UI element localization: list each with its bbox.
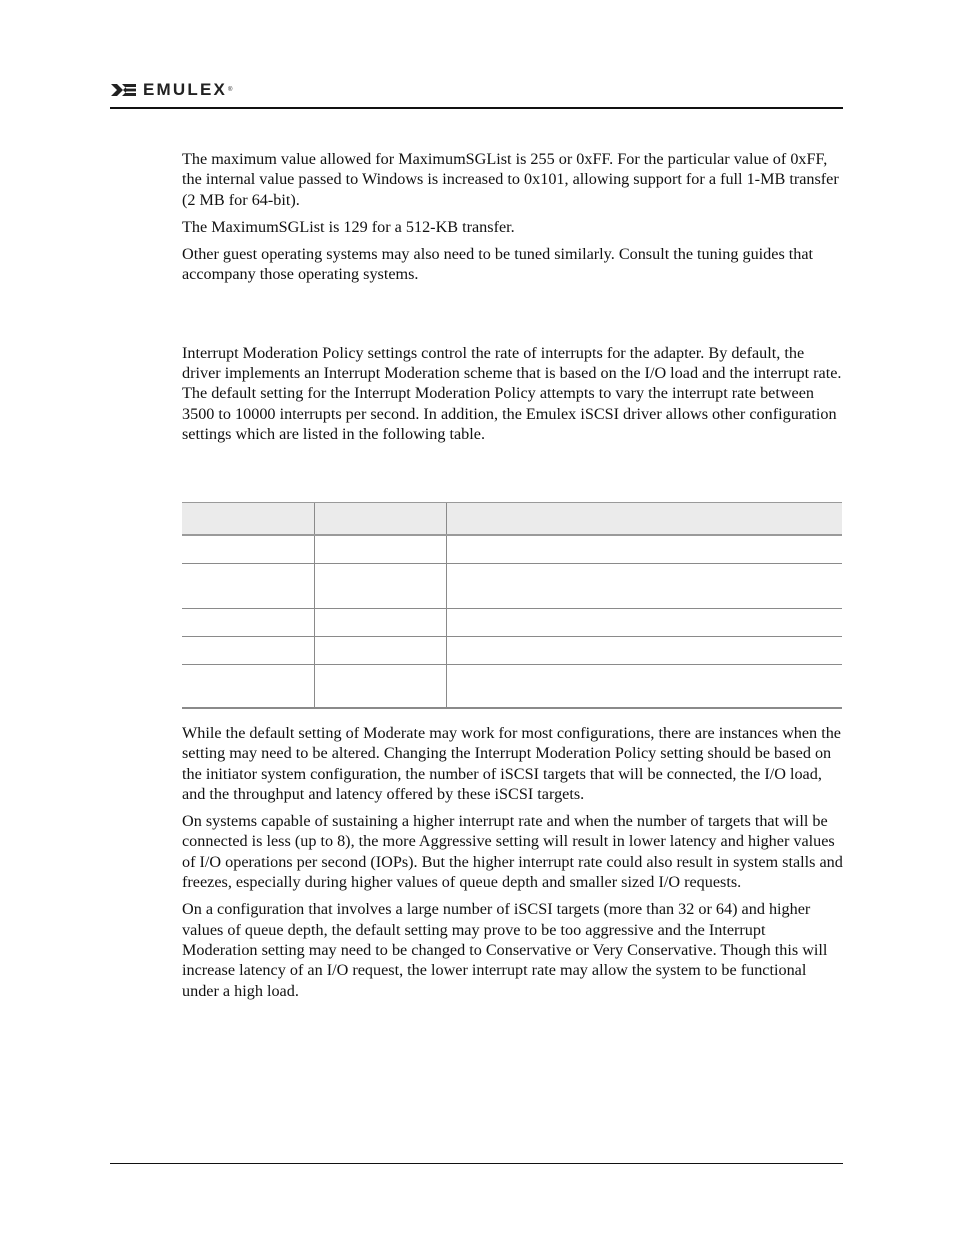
- table-cell: [446, 535, 842, 563]
- main-content: [182, 149, 844, 451]
- interrupt-moderation-table: [182, 502, 842, 709]
- table-cell: [182, 636, 314, 664]
- header-rule: [110, 107, 843, 109]
- table-cell: [182, 608, 314, 636]
- paragraph-maximum-sglist: The maximum value allowed for MaximumSGList is 255 or 0xFF. For the particular value of 0xFF, the internal value passed to Windows is increased to 0x101, allowing support for a full 1-MB transfer (2 MB for 64-bit).: [182, 150, 839, 209]
- table-cell: [446, 608, 842, 636]
- table-row: [182, 664, 842, 708]
- table-cell: [446, 636, 842, 664]
- table-header-cell: [314, 503, 446, 536]
- table-header-cell: [182, 503, 314, 536]
- table-cell: [446, 664, 842, 708]
- paragraph-conservative-setting: On a configuration that involves a large number of iSCSI targets (more than 32 or 64) and higher values of queue depth, the default setting may prove to be too aggressive and the Interrupt Moderation setting may need to be changed to Conservative or Very Conservative. Though this will increase latency of an I/O request, the lower interrupt rate may allow the system to be functional under a high load.: [182, 900, 828, 1000]
- table-header-cell: [446, 503, 842, 536]
- table-row: [182, 608, 842, 636]
- table-cell: [314, 636, 446, 664]
- table-row: [182, 535, 842, 563]
- table-cell: [446, 563, 842, 608]
- footer-rule: [110, 1163, 843, 1164]
- table-cell: [182, 664, 314, 708]
- emulex-logo: [110, 80, 232, 100]
- paragraph-default-moderate: While the default setting of Moderate may work for most configurations, there are instances when the setting may need to be altered. Changing the Interrupt Moderation Policy setting should be based on the initiator system configuration, the number of iSCSI targets that will be connected, the I/O load, and the throughput and latency offered by these iSCSI targets.: [182, 724, 841, 803]
- paragraph-aggressive-setting: On systems capable of sustaining a higher interrupt rate and when the number of targets that will be connected is less (up to 8), the more Aggressive setting will result in lower latency and higher values of I/O operations per second (IOPs). But the higher interrupt rate could also result in system stalls and freezes, especially during higher values of queue depth and smaller sized I/O requests.: [182, 812, 843, 892]
- paragraph-512kb-transfer: The MaximumSGList is 129 for a 512-KB transfer.: [182, 217, 515, 236]
- logo-trademark: ®: [228, 87, 233, 93]
- table-row: [182, 636, 842, 664]
- table-row: [182, 563, 842, 608]
- table-cell: [314, 535, 446, 563]
- table-cell: [182, 535, 314, 563]
- discussion-content: [182, 723, 844, 1008]
- emulex-mark-icon: [110, 82, 138, 98]
- paragraph-interrupt-moderation-intro: Interrupt Moderation Policy settings control the rate of interrupts for the adapter. By default, the driver implements an Interrupt Moderation scheme that is based on the I/O load and the interrupt rate. The default setting for the Interrupt Moderation Policy attempts to vary the interrupt rate between 3500 to 10000 interrupts per second. In addition, the Emulex iSCSI driver allows other configuration settings which are listed in the following table.: [182, 343, 842, 443]
- table-cell: [182, 563, 314, 608]
- table-cell: [314, 664, 446, 708]
- paragraph-guest-os: Other guest operating systems may also need to be tuned similarly. Consult the tuning guides that accompany those operating systems.: [182, 245, 814, 284]
- table-cell: [314, 608, 446, 636]
- logo-wordmark: EMULEX: [143, 80, 228, 99]
- table-header-row: [182, 503, 842, 536]
- table-cell: [314, 563, 446, 608]
